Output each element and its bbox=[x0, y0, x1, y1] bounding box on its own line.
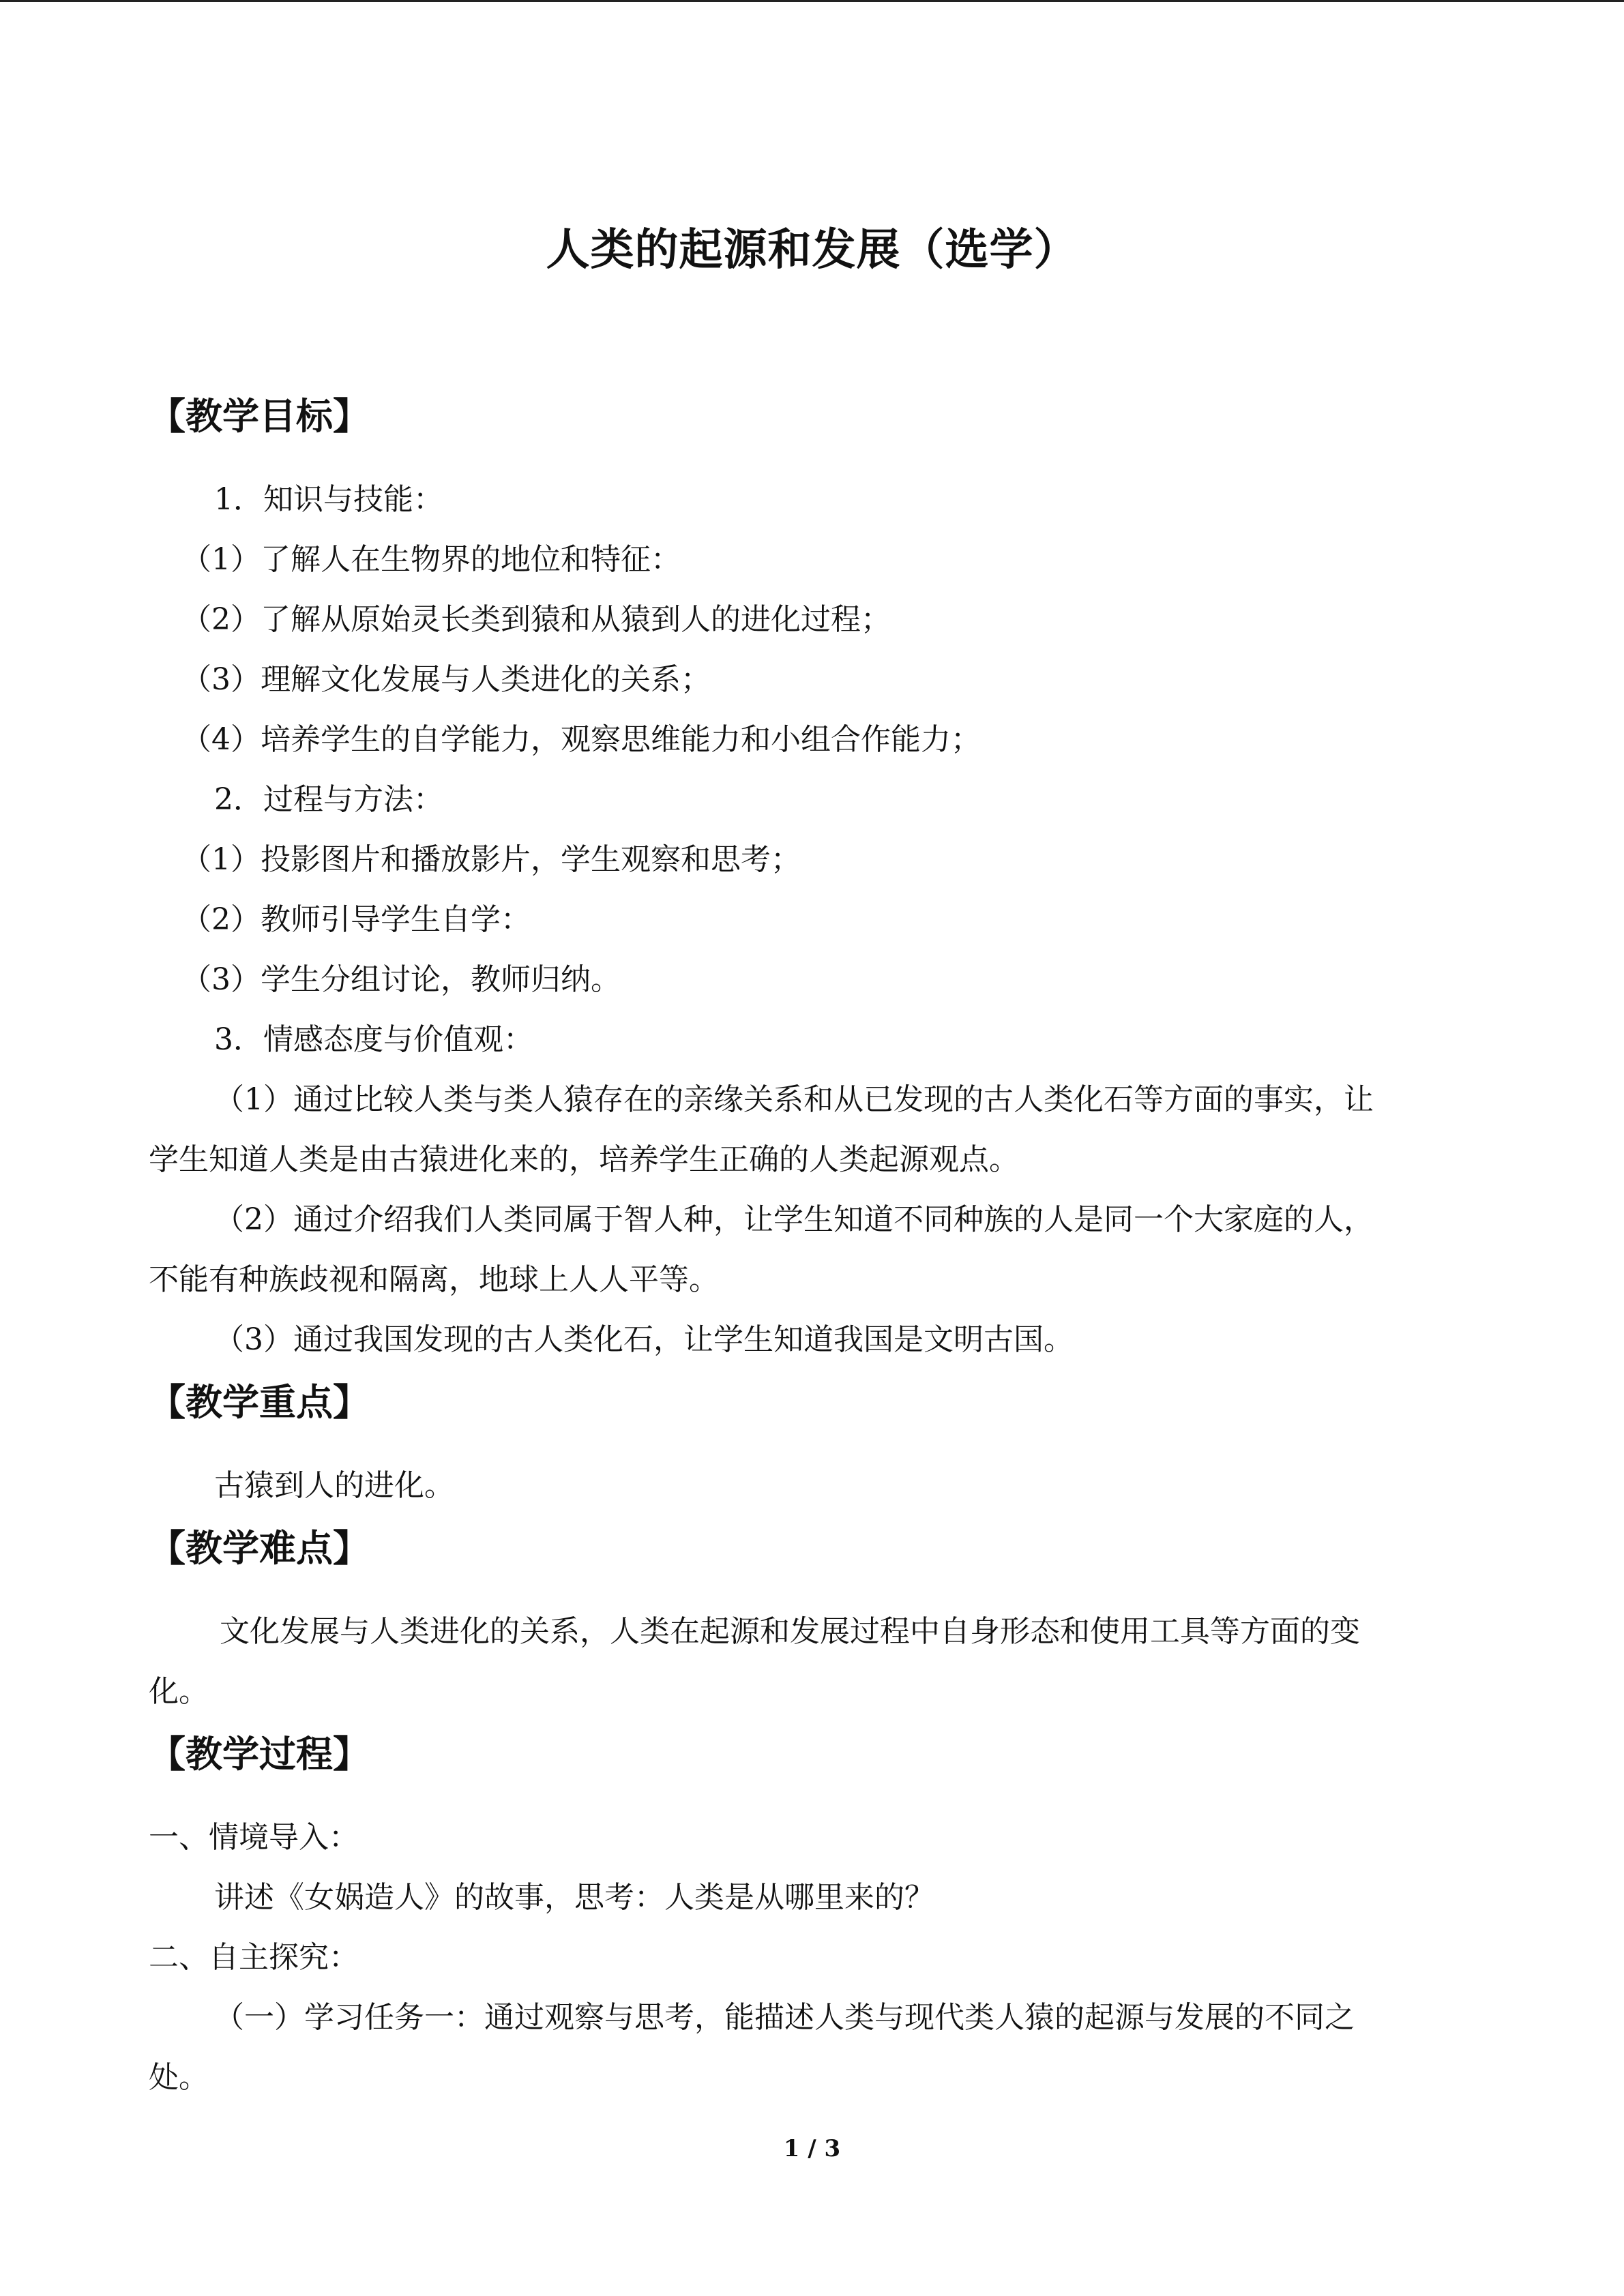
section-heading-process: 【教学过程】 bbox=[149, 1732, 370, 1776]
objective-line: （2）了解从原始灵长类到猿和从猿到人的进化过程； bbox=[181, 602, 891, 637]
objective-line: （3）理解文化发展与人类进化的关系； bbox=[181, 662, 711, 697]
objective-line: （2）教师引导学生自学： bbox=[181, 902, 531, 937]
document-title: 人类的起源和发展（选学） bbox=[546, 224, 1078, 275]
objective-line: （1）投影图片和播放影片，学生观察和思考； bbox=[181, 842, 801, 877]
objective-line: 2．过程与方法： bbox=[214, 782, 443, 817]
objective-line: 不能有种族歧视和隔离，地球上人人平等。 bbox=[149, 1262, 719, 1297]
process-line: 一、情境导入： bbox=[149, 1820, 359, 1855]
difficulty-line: 化。 bbox=[149, 1674, 209, 1709]
objective-line: （1）通过比较人类与类人猿存在的亲缘关系和从已发现的古人类化石等方面的事实，让 bbox=[214, 1082, 1374, 1117]
objective-line: （3）学生分组讨论，教师归纳。 bbox=[181, 962, 621, 997]
objective-line: （4）培养学生的自学能力，观察思维能力和小组合作能力； bbox=[181, 722, 981, 757]
objective-line: （2）通过介绍我们人类同属于智人种，让学生知道不同种族的人是同一个大家庭的人， bbox=[214, 1202, 1374, 1237]
process-line: 二、自主探究： bbox=[149, 1940, 359, 1975]
process-line: （一）学习任务一：通过观察与思考，能描述人类与现代类人猿的起源与发展的不同之 bbox=[214, 2000, 1355, 2035]
objective-line: 3．情感态度与价值观： bbox=[214, 1022, 533, 1057]
difficulty-line: 文化发展与人类进化的关系，人类在起源和发展过程中自身形态和使用工具等方面的变 bbox=[220, 1614, 1360, 1649]
objective-line: 学生知道人类是由古猿进化来的，培养学生正确的人类起源观点。 bbox=[149, 1142, 1019, 1177]
section-heading-objectives: 【教学目标】 bbox=[149, 394, 370, 438]
section-heading-difficulty: 【教学难点】 bbox=[149, 1526, 370, 1570]
document-body bbox=[149, 384, 1479, 2108]
objective-line: （1）了解人在生物界的地位和特征： bbox=[181, 542, 681, 577]
objective-line: （3）通过我国发现的古人类化石，让学生知道我国是文明古国。 bbox=[214, 1322, 1074, 1357]
section-heading-key-point: 【教学重点】 bbox=[149, 1380, 370, 1424]
objective-line: 1．知识与技能： bbox=[214, 482, 443, 517]
page-indicator: 1 / 3 bbox=[783, 2135, 841, 2162]
key-point-text: 古猿到人的进化。 bbox=[214, 1468, 454, 1503]
process-line: 讲述《女娲造人》的故事，思考：人类是从哪里来的？ bbox=[214, 1880, 934, 1915]
process-line: 处。 bbox=[149, 2060, 209, 2095]
